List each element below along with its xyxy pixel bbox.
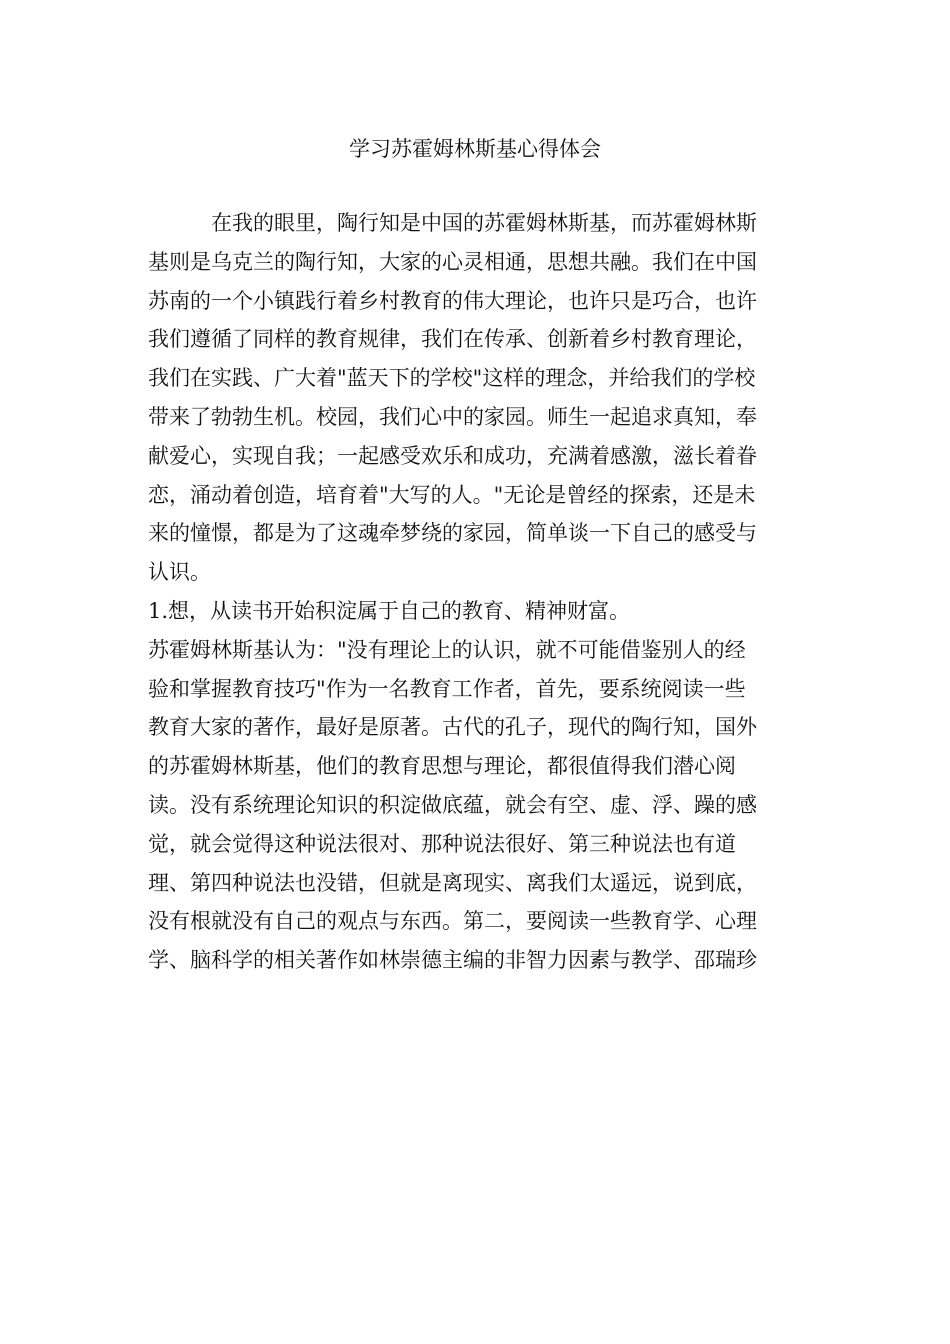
body-line: 苏霍姆林斯基认为："没有理论上的认识，就不可能借鉴别人的经 <box>148 637 746 662</box>
body-line: 理、第四种说法也没错，但就是离现实、离我们太遥远，说到底， <box>148 870 757 895</box>
document-title: 学习苏霍姆林斯基心得体会 <box>349 137 601 161</box>
body-line: 我们在实践、广大着"蓝天下的学校"这样的理念，并给我们的学校 <box>148 366 756 391</box>
body-line: 在我的眼里，陶行知是中国的苏霍姆林斯基，而苏霍姆林斯 <box>148 211 757 235</box>
body-line: 没有根就没有自己的观点与东西。第二，要阅读一些教育学、心理 <box>148 909 757 934</box>
body-line: 我们遵循了同样的教育规律，我们在传承、创新着乡村教育理论， <box>148 327 757 352</box>
body-line: 觉，就会觉得这种说法很对、那种说法很好、第三种说法也有道 <box>148 831 736 856</box>
body-line: 基则是乌克兰的陶行知，大家的心灵相通，思想共融。我们在中国 <box>148 249 757 274</box>
body-line: 苏南的一个小镇践行着乡村教育的伟大理论，也许只是巧合，也许 <box>148 288 757 313</box>
section-heading: 1.想，从读书开始积淀属于自己的教育、精神财富。 <box>148 598 631 623</box>
body-line: 读。没有系统理论知识的积淀做底蕴，就会有空、虚、浮、躁的感 <box>148 792 757 817</box>
body-line: 献爱心，实现自我；一起感受欢乐和成功，充满着感激，滋长着眷 <box>148 443 757 468</box>
body-line: 带来了勃勃生机。校园，我们心中的家园。师生一起追求真知，奉 <box>148 404 757 429</box>
body-line: 教育大家的著作，最好是原著。古代的孔子，现代的陶行知，国外 <box>148 715 757 740</box>
body-line: 学、脑科学的相关著作如林崇德主编的非智力因素与教学、邵瑞珍 <box>148 948 757 973</box>
body-line: 验和掌握教育技巧"作为一名教育工作者，首先，要系统阅读一些 <box>148 676 746 701</box>
document-body <box>148 204 808 980</box>
body-line: 认识。 <box>148 560 211 585</box>
body-line: 来的憧憬，都是为了这魂牵梦绕的家园，简单谈一下自己的感受与 <box>148 521 757 546</box>
body-line: 的苏霍姆林斯基，他们的教育思想与理论，都很值得我们潜心阅 <box>148 754 736 779</box>
body-line: 恋，涌动着创造，培育着"大写的人。"无论是曾经的探索，还是未 <box>148 482 756 507</box>
